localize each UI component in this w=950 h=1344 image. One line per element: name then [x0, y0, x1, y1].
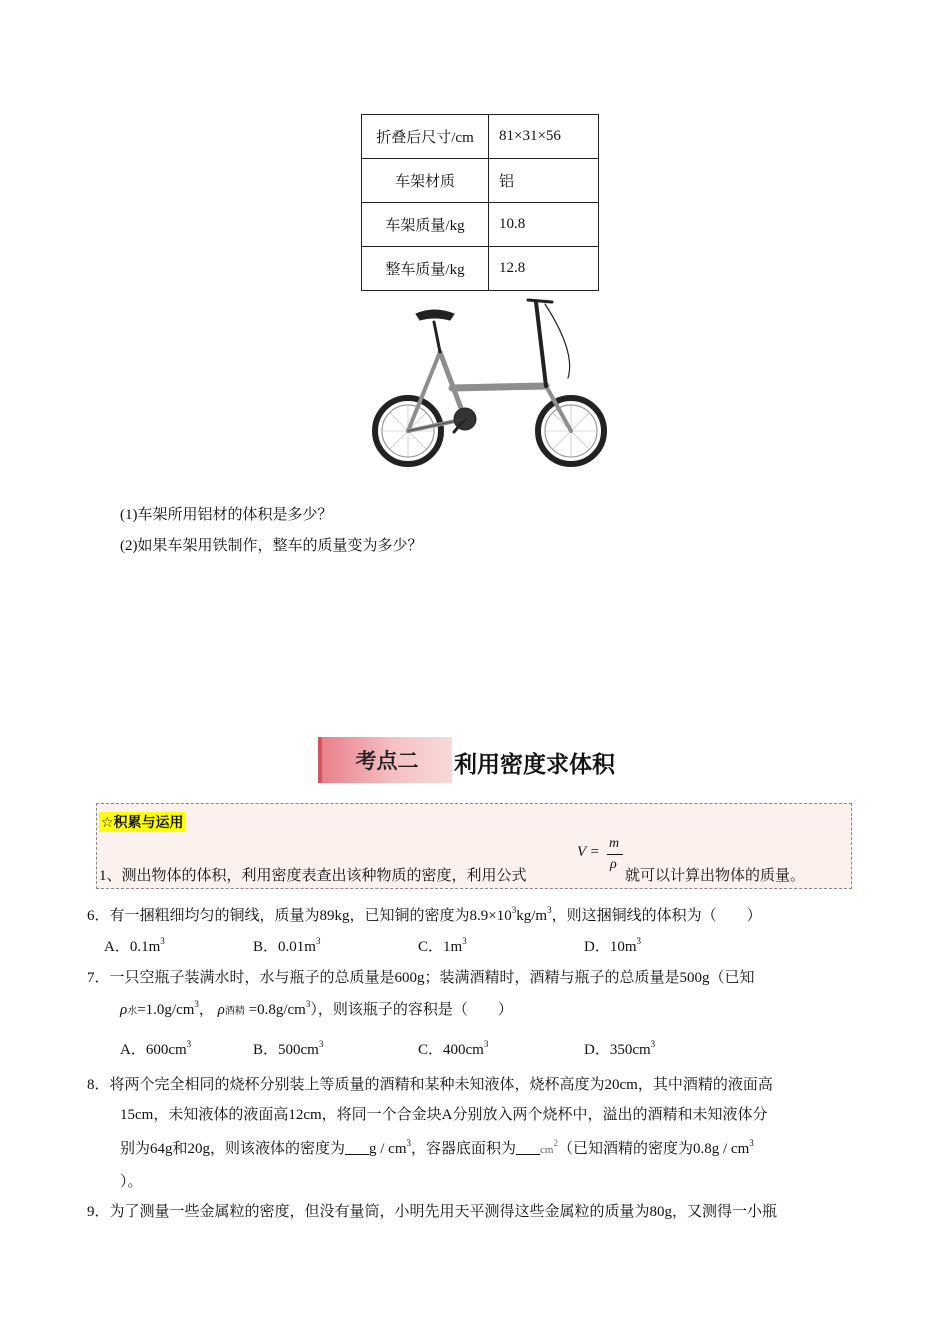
- option-c: C．$400cm^3$: [418, 1039, 489, 1058]
- problem-8-line3: 别为64g和20g，则该液体的密度为 g / $cm^3$，容器底面积为 $cm^2$（已知酒精的密度为$0.8g / cm^3$: [120, 1138, 754, 1157]
- exponent: 3: [547, 905, 552, 915]
- formula-lhs: V =: [577, 844, 600, 860]
- section-title: 利用密度求体积: [454, 752, 615, 778]
- formula-fraction-bar: [607, 854, 623, 855]
- option-c: C．$1m^3$: [418, 936, 467, 955]
- table-key: 折叠后尺寸/cm: [362, 115, 489, 159]
- problem-7-line2: ρ水$=1.0g/cm^3$， ρ酒精 $=0.8g/cm^3$），则该瓶子的容积是（ ）: [120, 999, 513, 1018]
- folding-bicycle-image: [370, 292, 612, 474]
- formula-numerator: m: [609, 836, 620, 851]
- answer-blank[interactable]: [516, 1140, 540, 1155]
- problem-6-tail: ，则这捆铜线的体积为（ ）: [551, 908, 762, 924]
- table-row: [362, 159, 599, 203]
- table-row: [362, 247, 599, 291]
- table-key: 车架质量/kg: [362, 203, 489, 247]
- problem-9-line1: 9．为了测量一些金属粒的密度，但没有量筒，小明先用天平测得这些金属粒的质量为80g，又测得一小瓶: [87, 1204, 778, 1220]
- problem-8-line1: 8．将两个完全相同的烧杯分别装上等质量的酒精和某种未知液体，烧杯高度为20cm，其中酒精的液面高: [87, 1077, 773, 1093]
- table-key: 整车质量/kg: [362, 247, 489, 291]
- problem-6-text: 6．有一捆粗细均匀的铜线，质量为89kg，已知铜的密度为8.9×10: [87, 908, 512, 924]
- tip-text-after: 就可以计算出物体的质量。: [625, 868, 806, 884]
- option-b: B．$500cm^3$: [253, 1039, 324, 1058]
- problem-8-line2: 15cm，未知液体的液面高12cm，将同一个合金块A分别放入两个烧杯中，溢出的酒精和未知液体分: [120, 1107, 768, 1123]
- table-value: 81×31×56: [489, 115, 599, 159]
- option-b: B．$0.01m^3$: [253, 936, 321, 955]
- option-a: A．$600cm^3$: [120, 1039, 192, 1058]
- problem-7-line1: 7．一只空瓶子装满水时，水与瓶子的总质量是600g；装满酒精时，酒精与瓶子的总质量是500g（已知: [87, 970, 755, 986]
- problem-6-stem: [87, 904, 762, 925]
- table-value: 12.8: [489, 247, 599, 291]
- table-value: 铝: [489, 159, 599, 203]
- formula-denominator: ρ: [610, 857, 617, 872]
- tip-text-before: 1、测出物体的体积，利用密度表查出该种物质的密度，利用公式: [99, 868, 527, 884]
- section-badge: 考点二: [318, 737, 452, 783]
- tip-box: [96, 803, 852, 889]
- problem-8-line4: ）。: [120, 1174, 143, 1190]
- exponent: 3: [511, 905, 517, 915]
- question-1: (1)车架所用铝材的体积是多少？: [120, 507, 333, 523]
- table-row: [362, 203, 599, 247]
- table-key: 车架材质: [362, 159, 489, 203]
- table-value: 10.8: [489, 203, 599, 247]
- table-row: [362, 115, 599, 159]
- problem-6-unit: kg/m: [516, 908, 548, 924]
- tip-label: ☆积累与运用: [99, 812, 186, 832]
- option-d: D．$350cm^3$: [584, 1039, 656, 1058]
- question-2: (2)如果车架用铁制作，整车的质量变为多少？: [120, 538, 423, 554]
- option-d: D．$10m^3$: [584, 936, 642, 955]
- answer-blank[interactable]: [345, 1140, 369, 1155]
- option-a: A．$0.1m^3$: [104, 936, 165, 955]
- spec-table: [361, 114, 599, 291]
